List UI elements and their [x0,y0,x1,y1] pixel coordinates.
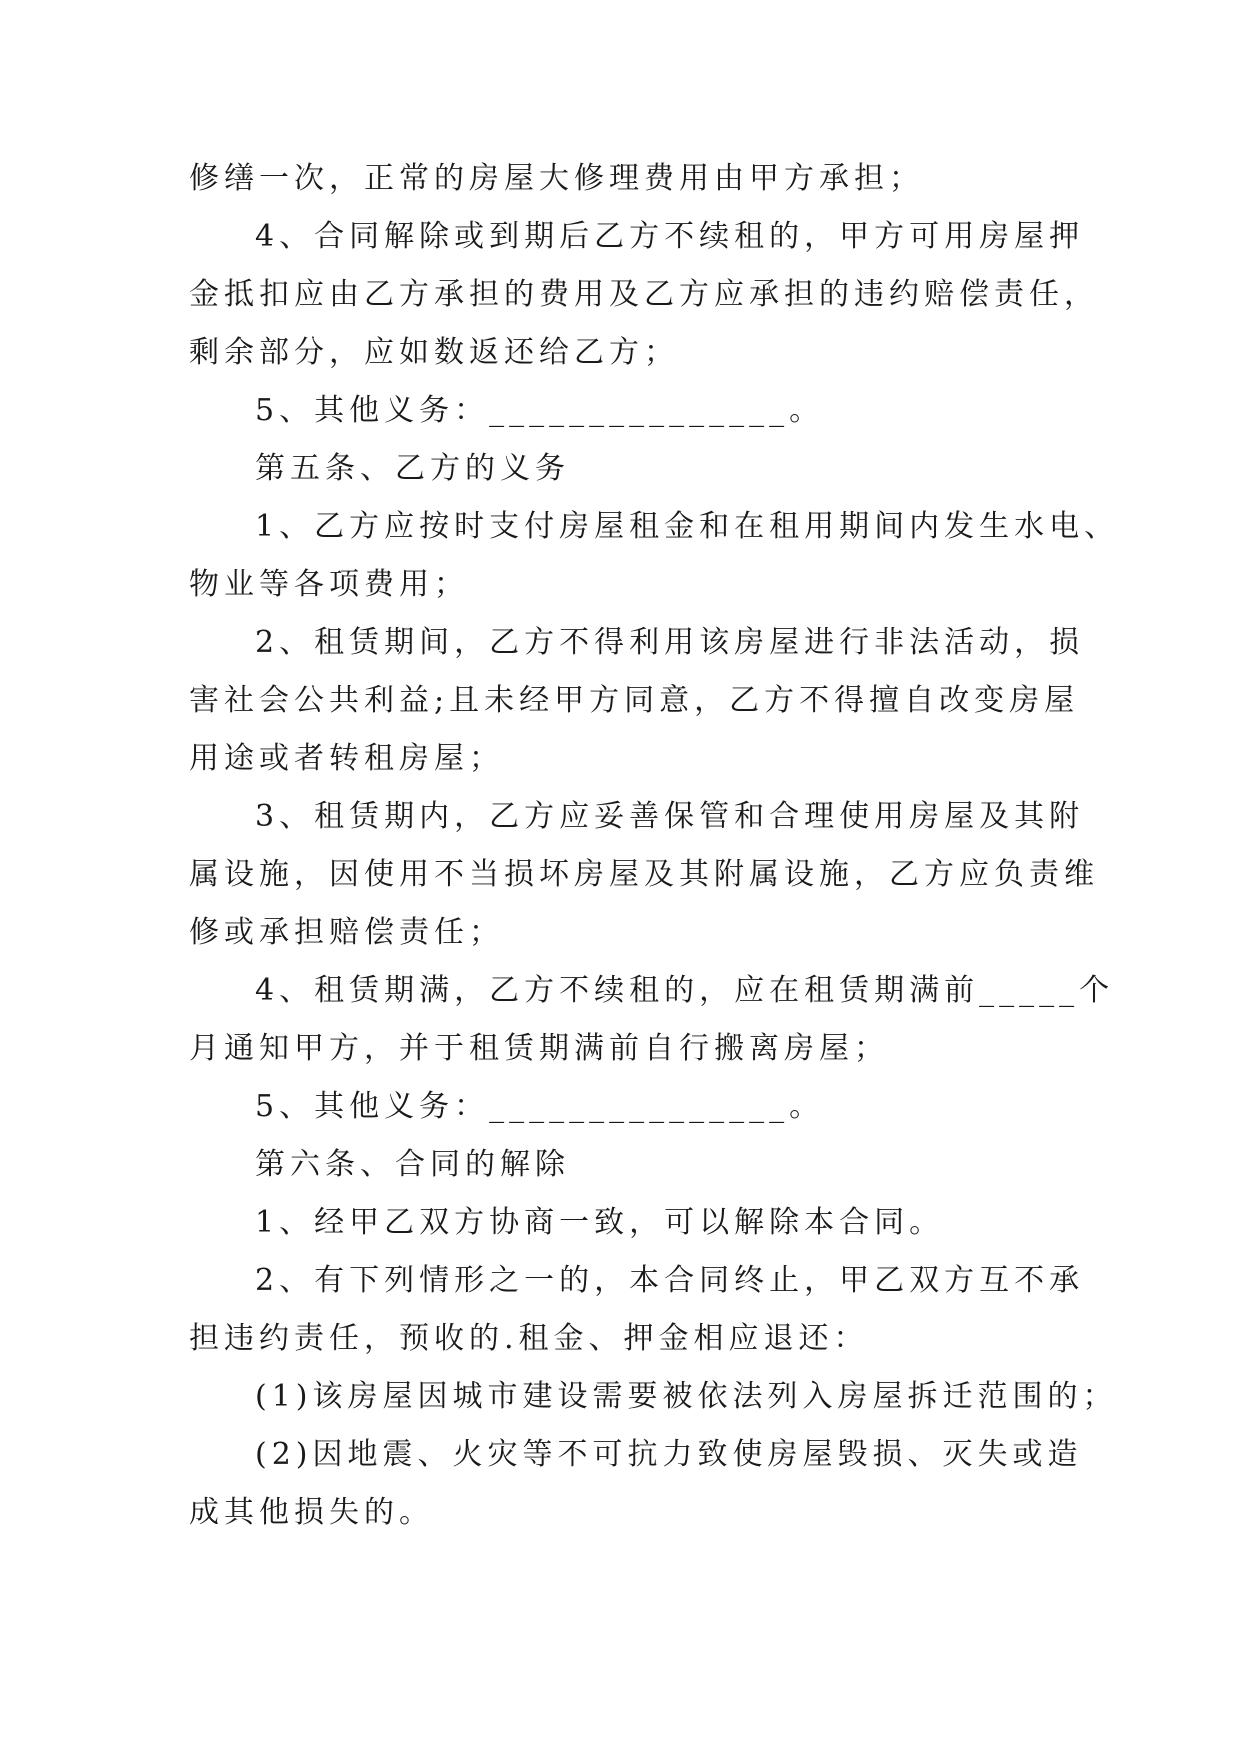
text-line: 剩余部分，应如数返还给乙方； [189,335,679,370]
document-body [189,150,1120,1542]
text-line: 属设施，因使用不当损坏房屋及其附属设施，乙方应负责维 [189,857,1099,892]
text-line: 担违约责任，预收的.租金、押金相应退还： [189,1321,869,1356]
clause-item: 2、有下列情形之一的，本合同终止，甲乙双方互不承 [255,1263,1085,1298]
text-line: 修缮一次，正常的房屋大修理费用由甲方承担； [189,161,924,196]
text-line: 用途或者转租房屋； [189,741,504,776]
clause-item: 2、租赁期间，乙方不得利用该房屋进行非法活动，损 [255,625,1085,660]
clause-item: 1、经甲乙双方协商一致，可以解除本合同。 [255,1205,945,1240]
sub-clause-item: (1)该房屋因城市建设需要被依法列入房屋拆迁范围的； [255,1379,1118,1414]
text-line: 成其他损失的。 [189,1495,434,1530]
text-line: 金抵扣应由乙方承担的费用及乙方应承担的违约赔偿责任， [189,277,1099,312]
section-heading: 第六条、合同的解除 [255,1147,570,1182]
clause-item: 4、租赁期满，乙方不续租的，应在租赁期满前_____个 [255,973,1115,1008]
clause-item: 4、合同解除或到期后乙方不续租的，甲方可用房屋押 [255,219,1085,254]
text-line: 害社会公共利益;且未经甲方同意，乙方不得擅自改变房屋 [189,683,1080,718]
sub-clause-item: (2)因地震、火灾等不可抗力致使房屋毁损、灭失或造 [255,1437,1083,1472]
text-line: 物业等各项费用； [189,567,469,602]
section-heading: 第五条、乙方的义务 [255,451,570,486]
text-line: 修或承担赔偿责任； [189,915,504,950]
clause-item: 3、租赁期内，乙方应妥善保管和合理使用房屋及其附 [255,799,1085,834]
clause-item: 5、其他义务：_______________。 [255,393,825,428]
text-line: 月通知甲方，并于租赁期满前自行搬离房屋； [189,1031,889,1066]
clause-item: 1、乙方应按时支付房屋租金和在租用期间内发生水电、 [255,509,1120,544]
clause-item: 5、其他义务：_______________。 [255,1089,825,1124]
